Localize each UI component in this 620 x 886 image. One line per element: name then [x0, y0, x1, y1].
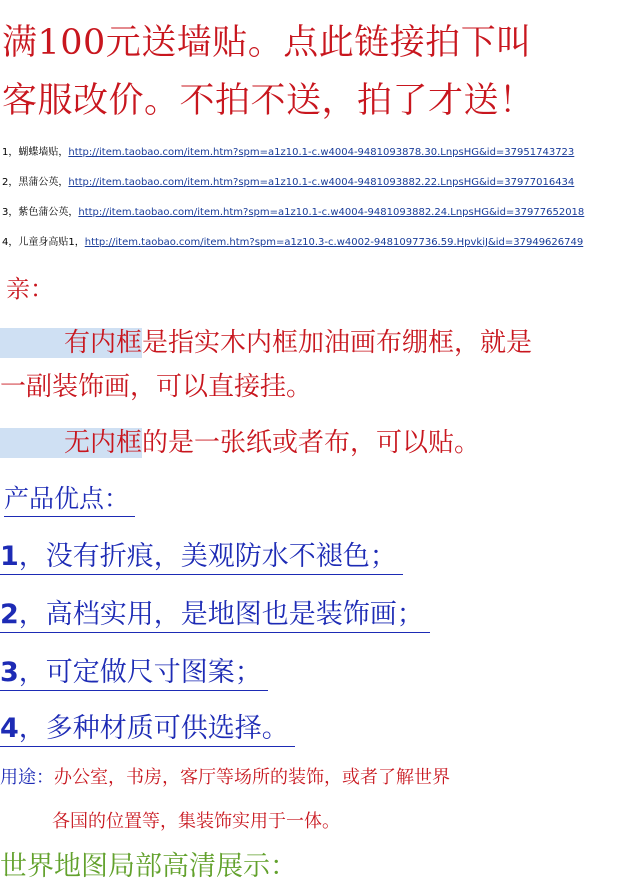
list-item [2, 236, 583, 250]
link-label: 黑蒲公英， [18, 177, 69, 188]
link-label: 儿童身高贴1， [18, 237, 85, 248]
usage-line2: 各国的位置等，集装饰实用于一体。 [52, 811, 340, 832]
advantage-item-2: 2，高档实用，是地图也是装饰画； [0, 598, 430, 633]
with-frame-description-line2: 一副装饰画，可以直接挂。 [0, 372, 313, 402]
showcase-title: 世界地图局部高清展示： [0, 851, 297, 882]
link-number: 2， [2, 177, 19, 188]
link-label: 紫色蒲公英， [18, 207, 79, 218]
product-link[interactable]: http://item.taobao.com/item.htm?spm=a1z10.3-c.w4002-9481097736.59.HpvkiJ&id=37949626749 [84, 237, 584, 248]
without-frame-term: 无内框 [0, 428, 142, 458]
usage-label: 用途： [0, 767, 54, 788]
usage-line1: 用途：办公室，书房，客厅等场所的装饰，或者了解世界 [0, 767, 450, 788]
advantages-title: 产品优点： [4, 482, 135, 517]
link-number: 4， [2, 237, 19, 248]
list-item [2, 146, 574, 160]
product-link[interactable]: http://item.taobao.com/item.htm?spm=a1z10.1-c.w4004-9481093882.24.LnpsHG&id=37977652018 [78, 207, 585, 218]
list-item [2, 206, 584, 220]
link-label: 蝴蝶墙贴， [18, 147, 69, 158]
link-number: 1， [2, 147, 19, 158]
list-item [2, 176, 574, 190]
with-frame-term: 有内框 [0, 328, 142, 358]
link-number: 3， [2, 207, 19, 218]
product-link[interactable]: http://item.taobao.com/item.htm?spm=a1z10.1-c.w4004-9481093878.30.LnpsHG&id=37951743723 [68, 147, 575, 158]
promo-headline-line2: 客服改价。不拍不送，拍了才送！ [2, 81, 535, 121]
without-frame-description: 无内框的是一张纸或者布，可以贴。 [0, 426, 480, 460]
greeting: 亲： [6, 275, 54, 303]
with-frame-description: 有内框是指实木内框加油画布绷框，就是 [0, 326, 532, 360]
promo-headline-line1: 满100元送墙贴。点此链接拍下叫 [2, 23, 532, 63]
advantage-item-3: 3，可定做尺寸图案； [0, 656, 268, 691]
product-link[interactable]: http://item.taobao.com/item.htm?spm=a1z10.1-c.w4004-9481093882.22.LnpsHG&id=37977016434 [68, 177, 575, 188]
advantage-item-1: 1，没有折痕，美观防水不褪色； [0, 540, 403, 575]
advantage-item-4: 4，多种材质可供选择。 [0, 712, 295, 747]
